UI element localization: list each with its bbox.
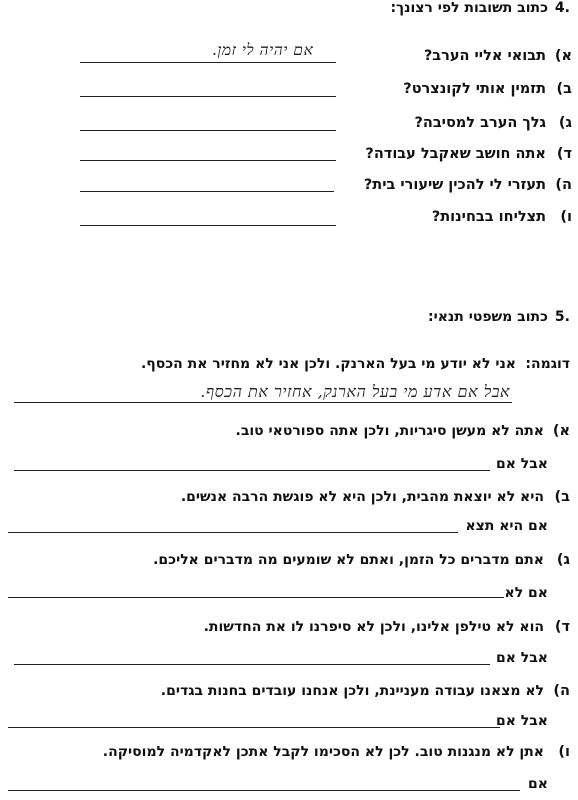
handwritten-answer: אם יהיה לי זמן. — [212, 41, 314, 59]
answer-line[interactable] — [8, 532, 458, 533]
question-text: תבואי אליי הערב? — [423, 48, 546, 64]
answer-lead: אבל אם — [495, 650, 548, 666]
question-text: תעזרי לי להכין שיעורי בית? — [363, 177, 546, 193]
condition-sentence: היא לא יוצאת מהבית, ולכן היא לא פוגשת הרבה אנשים. — [180, 489, 544, 505]
item-letter: ד) — [556, 146, 572, 162]
answer-lead: אבל אם — [495, 713, 548, 729]
item-letter: ה) — [555, 177, 572, 193]
item-letter: א) — [554, 48, 572, 64]
section5-title: כתוב משפטי תנאי: — [428, 309, 548, 325]
answer-line[interactable] — [80, 225, 336, 226]
answer-line[interactable] — [8, 597, 504, 598]
answer-lead: אבל אם — [495, 456, 548, 472]
condition-sentence: לא מצאנו עבודה מעניינת, ולכן אנחנו עובדים בחנות בגדים. — [160, 683, 544, 699]
item-letter: ו) — [560, 209, 572, 225]
answer-lead: אם לא — [504, 585, 548, 601]
question-text: תזמין אותי לקונצרט? — [403, 81, 546, 97]
example-sentence: אני לא יודע מי בעל הארנק. ולכן אני לא מחזיר את הכסף. — [140, 356, 516, 372]
item-letter: ד) — [554, 619, 570, 635]
answer-line[interactable] — [8, 790, 520, 791]
condition-sentence: אתה לא מעשן סיגריות, ולכן אתה ספורטאי טוב. — [235, 423, 544, 439]
item-letter: ב) — [554, 489, 570, 505]
answer-line[interactable] — [14, 470, 490, 471]
example-answer-line — [14, 402, 512, 403]
item-letter: ו) — [558, 744, 570, 760]
section4-number: .4 — [554, 0, 570, 16]
question-text: גלך הערב למסיבה? — [414, 115, 546, 131]
answer-line[interactable] — [80, 62, 336, 63]
item-letter: ה) — [553, 683, 570, 699]
answer-lead: אם היא תצא — [465, 518, 548, 534]
answer-line[interactable] — [80, 130, 336, 131]
answer-line[interactable] — [80, 160, 336, 161]
condition-sentence: אתם מדברים כל הזמן, ואתם לא שומעים מה מדברים אליכם. — [153, 552, 544, 568]
answer-line[interactable] — [8, 727, 500, 728]
example-label: דוגמה: — [525, 356, 570, 372]
item-letter: ב) — [556, 81, 572, 97]
item-letter: ג) — [556, 552, 570, 568]
question-text: אתה חושב שאקבל עבודה? — [365, 146, 546, 162]
question-text: תצליחו בבחינות? — [431, 209, 546, 225]
section5-number: .5 — [554, 309, 570, 325]
answer-line[interactable] — [14, 664, 490, 665]
answer-lead: אם — [528, 776, 548, 792]
answer-line[interactable] — [80, 191, 334, 192]
answer-line[interactable] — [80, 96, 336, 97]
example-handwritten-answer: אבל אם אדע מי בעל הארנק, אחזיר את הכסף. — [200, 382, 510, 401]
item-letter: א) — [552, 423, 570, 439]
section4-title: כתוב תשובות לפי רצונך: — [390, 0, 548, 16]
item-letter: ג) — [558, 115, 572, 131]
condition-sentence: אתן לא מנגנות טוב. לכן לא הסכימו לקבל אתכן לאקדמיה למוסיקה. — [102, 744, 544, 760]
condition-sentence: הוא לא טילפן אלינו, ולכן לא סיפרנו לו את החדשות. — [203, 619, 544, 635]
